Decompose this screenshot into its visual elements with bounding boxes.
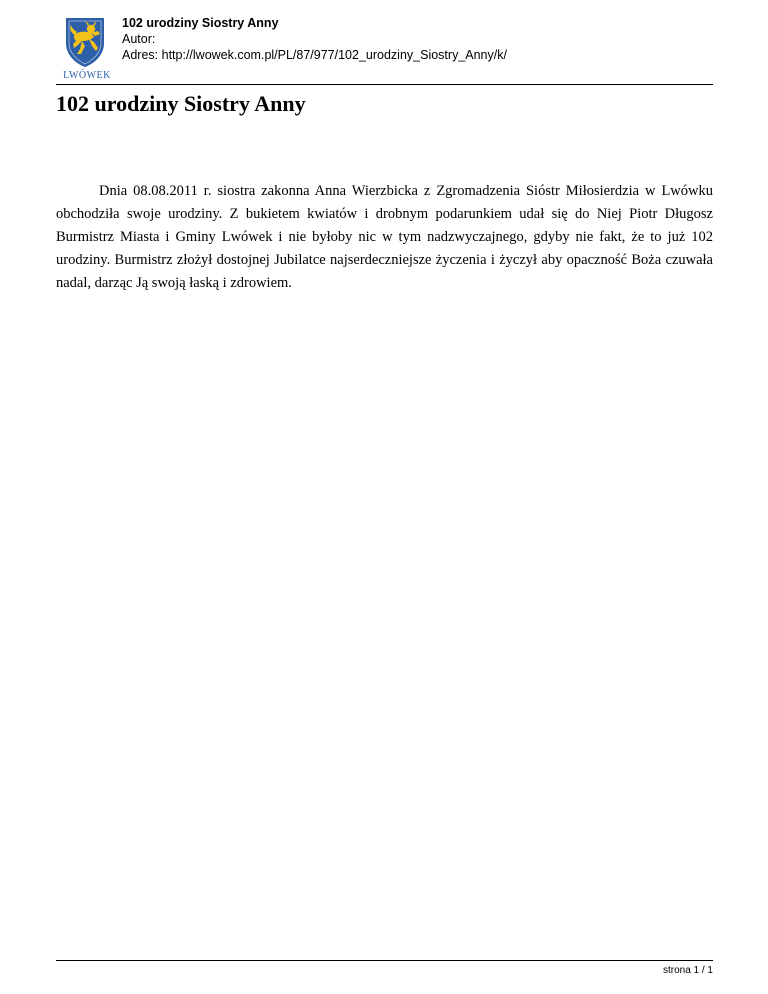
page-number: strona 1 / 1 <box>662 965 713 976</box>
document-header <box>56 12 713 84</box>
article-body: Dnia 08.08.2011 r. siostra zakonna Anna Wierzbicka z Zgromadzenia Sióstr Miłosierdzia w Lwówku obchodziła swoje urodziny. Z bukietem kwiatów i drobnym podarunkiem udał się do Niej Piotr Długosz Burmistrz Miasta i Gminy Lwówek i nie byłoby nic w tym nadzwyczajnego, gdyby nie fakt, że to już 102 urodziny. Burmistrz złożył dostojnej Jubilatce najserdeczniejsze życzenia i życzył aby opaczność Boża czuwała nadal, darząc Ją swoją łaską i zdrowiem. <box>56 183 713 291</box>
author-line <box>122 31 507 47</box>
document-meta <box>122 15 507 63</box>
address-url: http://lwowek.com.pl/PL/87/977/102_urodziny_Siostry_Anny/k/ <box>161 48 507 62</box>
header-divider <box>56 84 713 85</box>
footer-divider <box>56 960 713 961</box>
header-title: 102 urodziny Siostry Anny <box>122 16 279 30</box>
article-title: 102 urodziny Siostry Anny <box>56 91 306 116</box>
address-label: Adres: <box>122 48 159 62</box>
author-label: Autor: <box>122 32 156 46</box>
lwowek-logo <box>58 15 112 85</box>
logo-text: LWÓWEK <box>63 70 111 81</box>
address-line <box>122 47 507 63</box>
lion-coat-of-arms-icon <box>58 15 112 69</box>
